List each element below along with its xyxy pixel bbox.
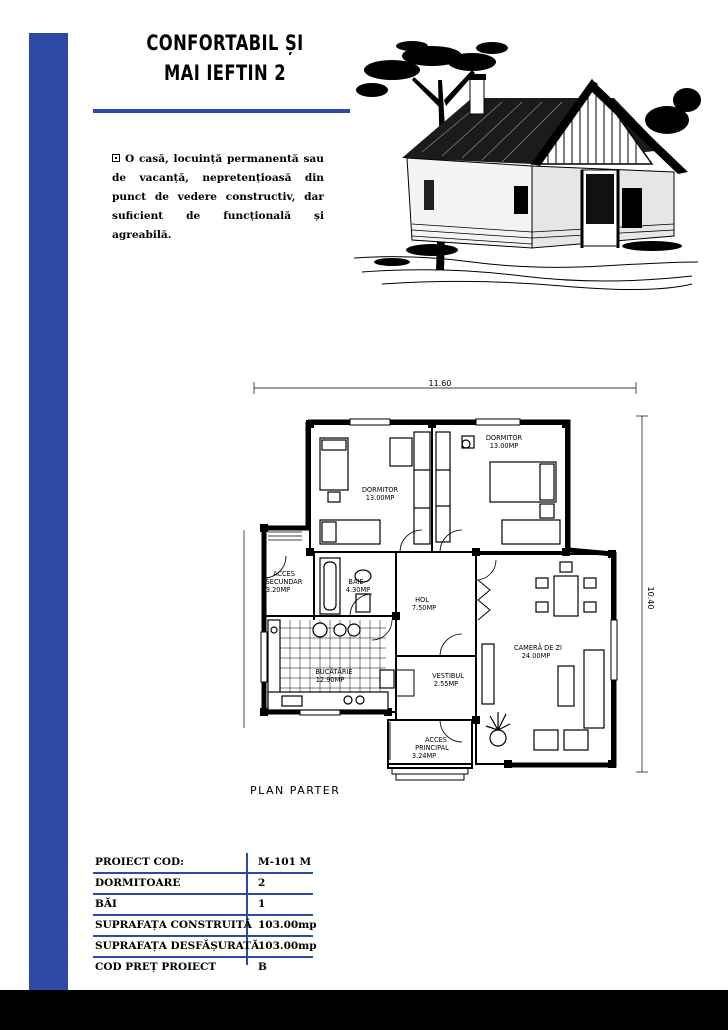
room-acces-secundar-area: 3.20MP <box>265 586 291 594</box>
room-hol-area: 7.50MP <box>411 604 437 612</box>
house-illustration <box>352 40 700 290</box>
room-camera-area: 24.00MP <box>521 652 551 660</box>
title-underline <box>93 109 350 113</box>
spec-row <box>93 937 317 958</box>
spec-label: SUPRAFAȚA CONSTRUITĂ <box>95 919 252 931</box>
room-acces-secundar-name1: ACCES <box>273 570 295 578</box>
plan-dim-height: 10.40 <box>646 586 655 610</box>
spec-value: 103.00mp <box>258 919 317 931</box>
description-paragraph <box>112 150 324 245</box>
room-vestibul-area: 2.55MP <box>433 680 459 688</box>
bullet-icon <box>112 154 120 162</box>
room-bucatarie-name: BUCĂTĂRIE <box>315 668 353 676</box>
spec-value: 1 <box>258 898 266 910</box>
room-dormitor1-name: DORMITOR <box>361 486 399 494</box>
spec-label: SUPRAFAȚA DESFĂȘURATĂ <box>95 940 260 952</box>
title-line-1: CONFORTABIL ȘI <box>146 31 304 55</box>
description-text: O casă, locuință permanentă sau de vacanță, nepretențioasă din punct de vedere constructiv, dar suficient de funcțională și agreabilă. <box>112 153 324 241</box>
plan-caption: PLAN PARTER <box>250 784 341 797</box>
spec-value: B <box>258 961 267 973</box>
room-bucatarie-area: 12.90MP <box>315 676 345 684</box>
floor-plan <box>240 379 655 800</box>
spec-value: M-101 M <box>258 856 312 868</box>
title-line-2: MAI IEFTIN 2 <box>163 61 286 85</box>
room-baie-area: 4.30MP <box>345 586 371 594</box>
page-title <box>143 28 307 88</box>
room-vestibul-name: VESTIBUL <box>432 672 464 680</box>
spec-row <box>93 874 313 895</box>
left-accent-bar <box>29 33 68 990</box>
spec-row <box>93 958 313 977</box>
room-acces-principal-area: 3.24MP <box>411 752 437 760</box>
room-acces-secundar-name2: SECUNDAR <box>265 578 303 586</box>
plan-dim-width: 11.60 <box>428 379 452 388</box>
room-acces-principal-name2: PRINCIPAL <box>415 744 449 752</box>
spec-label: BĂI <box>95 898 117 910</box>
room-dormitor2-name: DORMITOR <box>485 434 523 442</box>
spec-row <box>93 895 313 916</box>
spec-label: PROIECT COD: <box>95 856 184 868</box>
spec-row <box>93 853 313 874</box>
room-dormitor1-area: 13.00MP <box>365 494 395 502</box>
room-baie-name: BAIE <box>348 578 364 586</box>
room-acces-principal-name1: ACCES <box>425 736 447 744</box>
bottom-band <box>0 990 728 1030</box>
room-hol-name: HOL <box>415 596 429 604</box>
spec-row <box>93 916 317 937</box>
room-camera-name: CAMERĂ DE ZI <box>514 644 562 652</box>
specs-table <box>93 853 317 977</box>
spec-value: 103.00mp <box>258 940 317 952</box>
spec-value: 2 <box>258 877 266 889</box>
room-dormitor2-area: 13.00MP <box>489 442 519 450</box>
spec-label: DORMITOARE <box>95 877 181 889</box>
spec-label: COD PREȚ PROIECT <box>95 961 217 973</box>
